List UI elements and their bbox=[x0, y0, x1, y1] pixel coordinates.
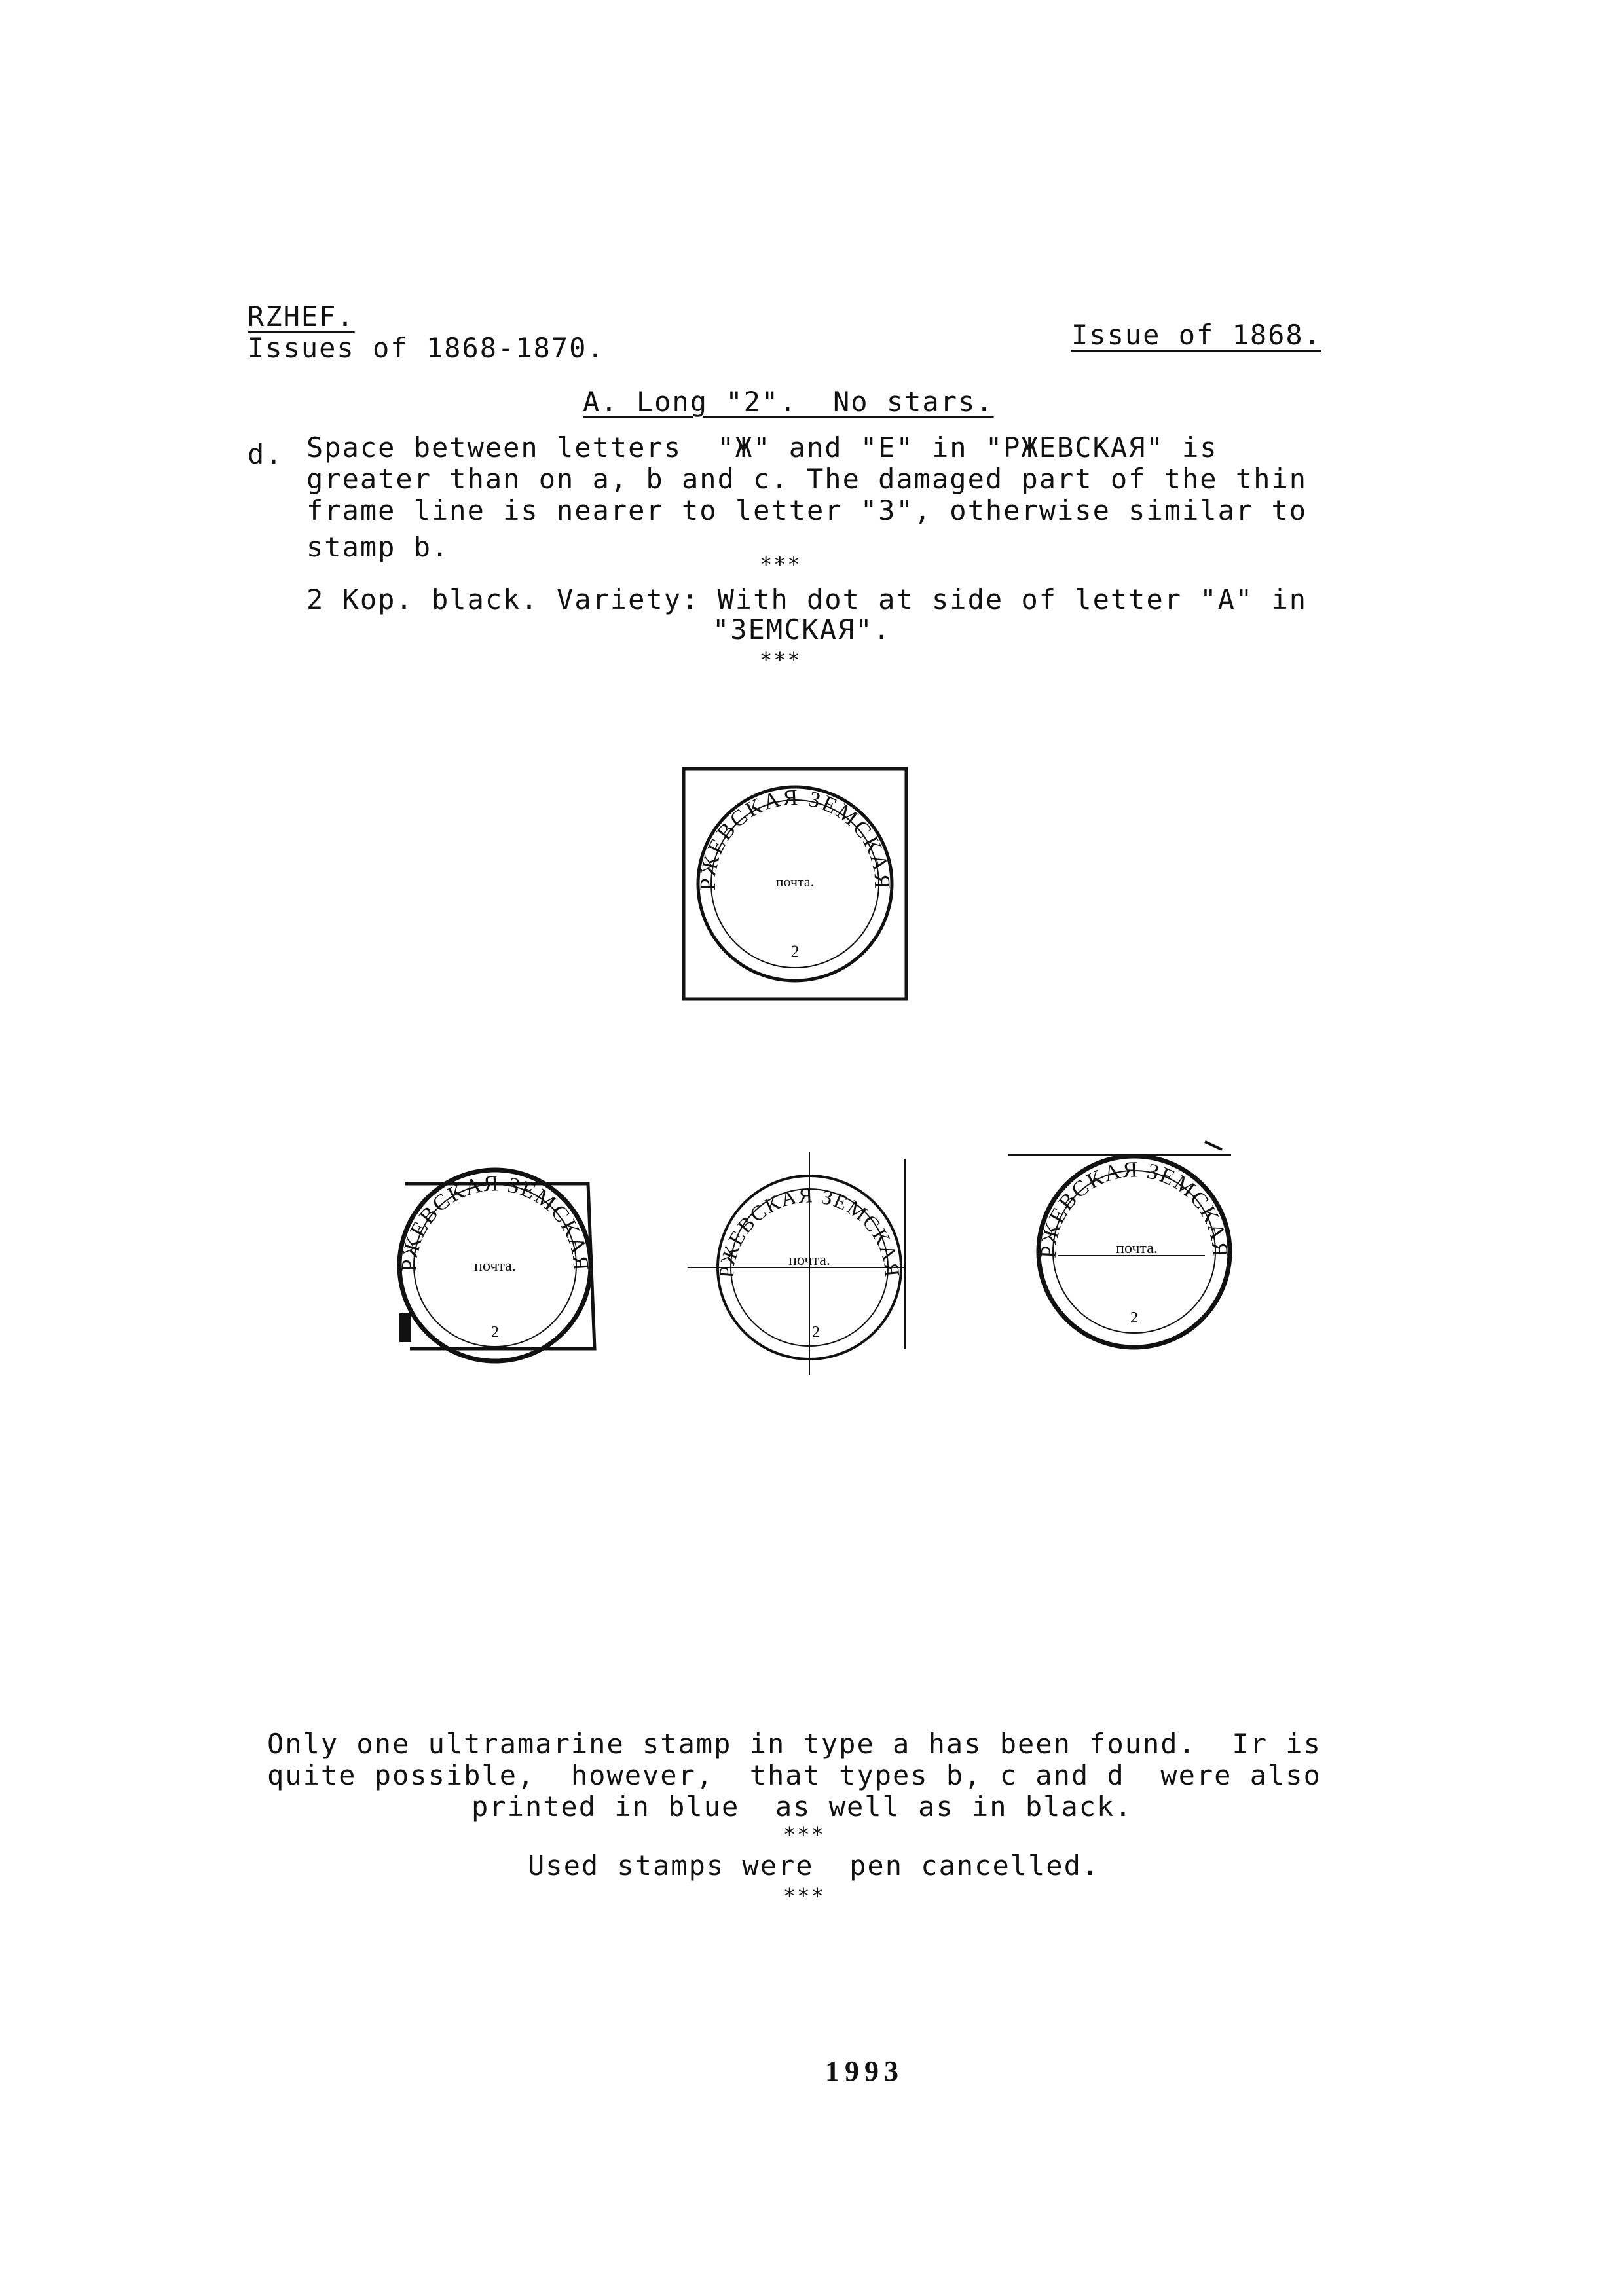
stamp-d-tick bbox=[1205, 1142, 1222, 1150]
stamp-type-b bbox=[392, 1164, 601, 1367]
stamp-type-d bbox=[1008, 1139, 1231, 1349]
stamp-d-value: 2 bbox=[1130, 1309, 1138, 1326]
page-number: 1993 bbox=[825, 2055, 904, 2087]
issues-range: Issues of 1868-1870. bbox=[248, 332, 605, 364]
variety-line-1: 2 Kop. black. Variety: With dot at side of letter "A" in bbox=[306, 583, 1308, 615]
stamp-b-arc-text: РЖЕВСКАЯ ЗЕМСКАЯ bbox=[397, 1171, 593, 1273]
variety-line-2: "ЗЕМСКАЯ". bbox=[712, 613, 891, 646]
type-d-line-2: greater than on a, b and c. The damaged part of the thin bbox=[306, 463, 1308, 495]
note-line-3: printed in blue as well as in black. bbox=[471, 1791, 1133, 1823]
stamp-large-value: 2 bbox=[790, 942, 800, 961]
stamp-c-value: 2 bbox=[812, 1324, 820, 1341]
separator-stars-1: *** bbox=[760, 552, 802, 577]
separator-stars-4: *** bbox=[783, 1884, 825, 1908]
stamp-d-arc-text: РЖЕВСКАЯ ЗЕМСКАЯ bbox=[1036, 1157, 1232, 1259]
note-line-2: quite possible, however, that types b, c and d were also bbox=[267, 1759, 1321, 1791]
type-d-line-3: frame line is nearer to letter "3", otherwise similar to bbox=[306, 494, 1308, 526]
stamp-c-center: почта. bbox=[788, 1252, 830, 1269]
type-d-line-1: Space between letters "Ж" and "E" in "РЖЕВСКАЯ" is bbox=[306, 431, 1218, 464]
note-line-1: Only one ultramarine stamp in type a has been found. Ir is bbox=[267, 1728, 1321, 1760]
issue-year: Issue of 1868. bbox=[1071, 319, 1322, 351]
type-marker: d. bbox=[248, 438, 284, 470]
stamp-b-center: почта. bbox=[474, 1258, 516, 1275]
note-line-4: Used stamps were pen cancelled. bbox=[528, 1850, 1100, 1882]
stamp-d-center: почта. bbox=[1116, 1240, 1158, 1257]
stamp-large-variety bbox=[681, 766, 910, 1002]
stamp-large-center: почта. bbox=[775, 873, 815, 890]
separator-stars-3: *** bbox=[783, 1822, 825, 1847]
stamp-b-ink-mark bbox=[399, 1313, 411, 1342]
stamp-b-value: 2 bbox=[491, 1324, 499, 1341]
type-d-line-4: stamp b. bbox=[306, 531, 450, 563]
stamp-large-arc-text: РЖЕВСКАЯ ЗЕМСКАЯ bbox=[695, 785, 895, 891]
section-title: A. Long "2". No stars. bbox=[583, 386, 994, 418]
stamp-c-arc-text: РЖЕВСКАЯ ЗЕМСКАЯ bbox=[714, 1183, 905, 1279]
place-heading: RZHEF. bbox=[248, 301, 355, 333]
stamp-type-c bbox=[688, 1152, 904, 1375]
separator-stars-2: *** bbox=[760, 647, 802, 672]
